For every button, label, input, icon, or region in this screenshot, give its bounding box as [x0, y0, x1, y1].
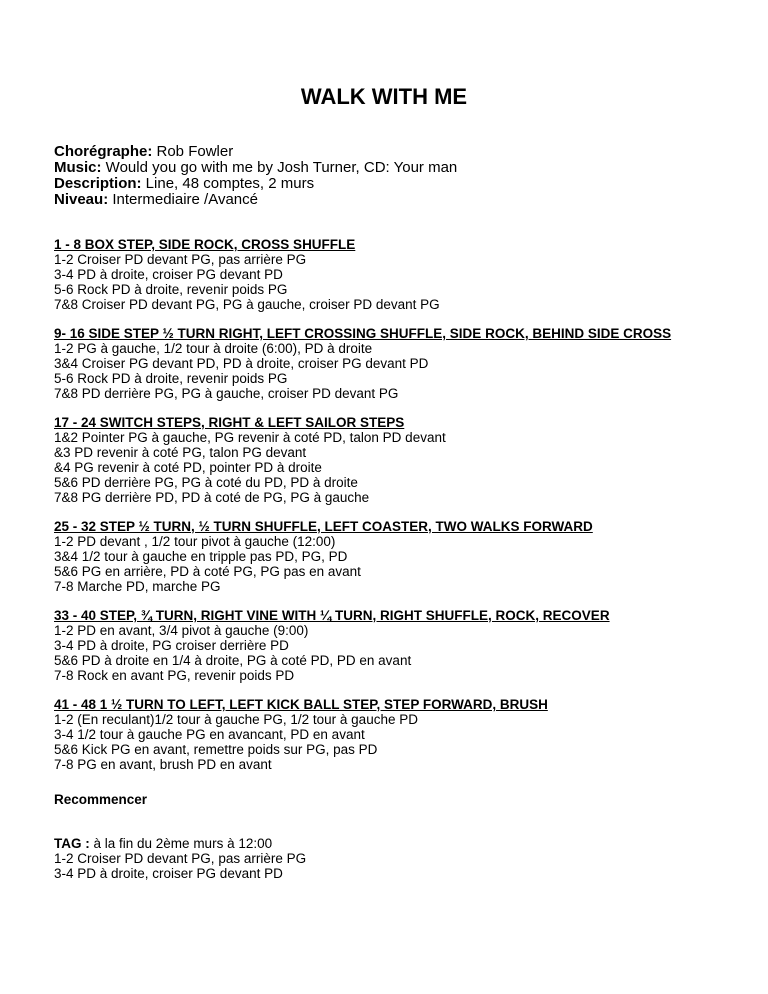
step-line: 5&6 PG en arrière, PD à coté PG, PG pas en avant [54, 564, 361, 579]
section-heading: 9- 16 SIDE STEP ½ TURN RIGHT, LEFT CROSSING SHUFFLE, SIDE ROCK, BEHIND SIDE CROSS [54, 326, 672, 341]
step-line: 5&6 PD derrière PG, PG à coté du PD, PD à droite [54, 475, 358, 490]
recommence-note: Recommencer [54, 792, 148, 807]
step-line: 5&6 Kick PG en avant, remettre poids sur PG, pas PD [54, 742, 378, 757]
step-line: &4 PG revenir à coté PD, pointer PD à droite [54, 460, 322, 475]
step-sections [54, 237, 671, 786]
step-line: 1-2 Croiser PD devant PG, pas arrière PG [54, 252, 307, 267]
step-line: 7&8 PD derrière PG, PG à gauche, croiser PD devant PG [54, 386, 399, 401]
step-line: 3&4 1/2 tour à gauche en tripple pas PD, PG, PD [54, 549, 348, 564]
description-label: Description: [54, 175, 142, 192]
tag-step-line: 1-2 Croiser PD devant PG, pas arrière PG [54, 851, 307, 866]
step-line: 7-8 Marche PD, marche PG [54, 579, 221, 594]
section-1-8 [54, 237, 671, 312]
section-heading: 1 - 8 BOX STEP, SIDE ROCK, CROSS SHUFFLE [54, 237, 356, 252]
section-heading: 41 - 48 1 ½ TURN TO LEFT, LEFT KICK BALL STEP, STEP FORWARD, BRUSH [54, 697, 548, 712]
step-line: 1-2 (En reculant)1/2 tour à gauche PG, 1/2 tour à gauche PD [54, 712, 418, 727]
step-line: 5-6 Rock PD à droite, revenir poids PG [54, 371, 288, 386]
section-25-32 [54, 519, 671, 594]
step-line: &3 PD revenir à coté PG, talon PG devant [54, 445, 307, 460]
tag-step-line: 3-4 PD à droite, croiser PG devant PD [54, 866, 283, 881]
section-heading: 25 - 32 STEP ½ TURN, ½ TURN SHUFFLE, LEFT COASTER, TWO WALKS FORWARD [54, 519, 593, 534]
description-row [54, 176, 457, 192]
step-line: 3-4 PD à droite, croiser PG devant PD [54, 267, 283, 282]
step-line: 7-8 PG en avant, brush PD en avant [54, 757, 272, 772]
choreographer-label: Chorégraphe: [54, 143, 153, 160]
tag-intro-row [54, 836, 306, 851]
description-value: Line, 48 comptes, 2 murs [141, 175, 315, 192]
choreographer-value: Rob Fowler [152, 143, 234, 160]
level-value: Intermediaire /Avancé [108, 191, 258, 208]
step-line: 7-8 Rock en avant PG, revenir poids PD [54, 668, 295, 683]
level-row [54, 192, 457, 208]
step-line: 1-2 PD en avant, 3/4 pivot à gauche (9:00) [54, 623, 309, 638]
tag-label: TAG : [54, 836, 90, 851]
music-row [54, 160, 457, 176]
step-line: 3&4 Croiser PG devant PD, PD à droite, croiser PG devant PD [54, 356, 429, 371]
step-line: 5&6 PD à droite en 1/4 à droite, PG à coté PD, PD en avant [54, 653, 412, 668]
tag-section [54, 836, 306, 881]
step-line: 1-2 PG à gauche, 1/2 tour à droite (6:00), PD à droite [54, 341, 373, 356]
step-line: 1&2 Pointer PG à gauche, PG revenir à coté PD, talon PD devant [54, 430, 446, 445]
section-33-40 [54, 608, 671, 683]
choreographer-row [54, 144, 457, 160]
step-line: 1-2 PD devant , 1/2 tour pivot à gauche (12:00) [54, 534, 336, 549]
tag-intro: à la fin du 2ème murs à 12:00 [89, 836, 273, 851]
page-title: WALK WITH ME [300, 84, 468, 109]
section-17-24 [54, 415, 671, 505]
step-line: 3-4 PD à droite, PG croiser derrière PD [54, 638, 289, 653]
section-heading: 33 - 40 STEP, ¾ TURN, RIGHT VINE WITH ¼ TURN, RIGHT SHUFFLE, ROCK, RECOVER [54, 608, 610, 623]
step-line: 7&8 Croiser PD devant PG, PG à gauche, croiser PD devant PG [54, 297, 440, 312]
section-9-16 [54, 326, 671, 401]
section-heading: 17 - 24 SWITCH STEPS, RIGHT & LEFT SAILOR STEPS [54, 415, 405, 430]
step-line: 3-4 1/2 tour à gauche PG en avancant, PD en avant [54, 727, 365, 742]
level-label: Niveau: [54, 191, 109, 208]
music-value: Would you go with me by Josh Turner, CD: Your man [101, 159, 458, 176]
step-line: 5-6 Rock PD à droite, revenir poids PG [54, 282, 288, 297]
step-line: 7&8 PG derrière PD, PD à coté de PG, PG à gauche [54, 490, 370, 505]
dance-info [54, 144, 457, 208]
music-label: Music: [54, 159, 102, 176]
section-41-48 [54, 697, 671, 772]
